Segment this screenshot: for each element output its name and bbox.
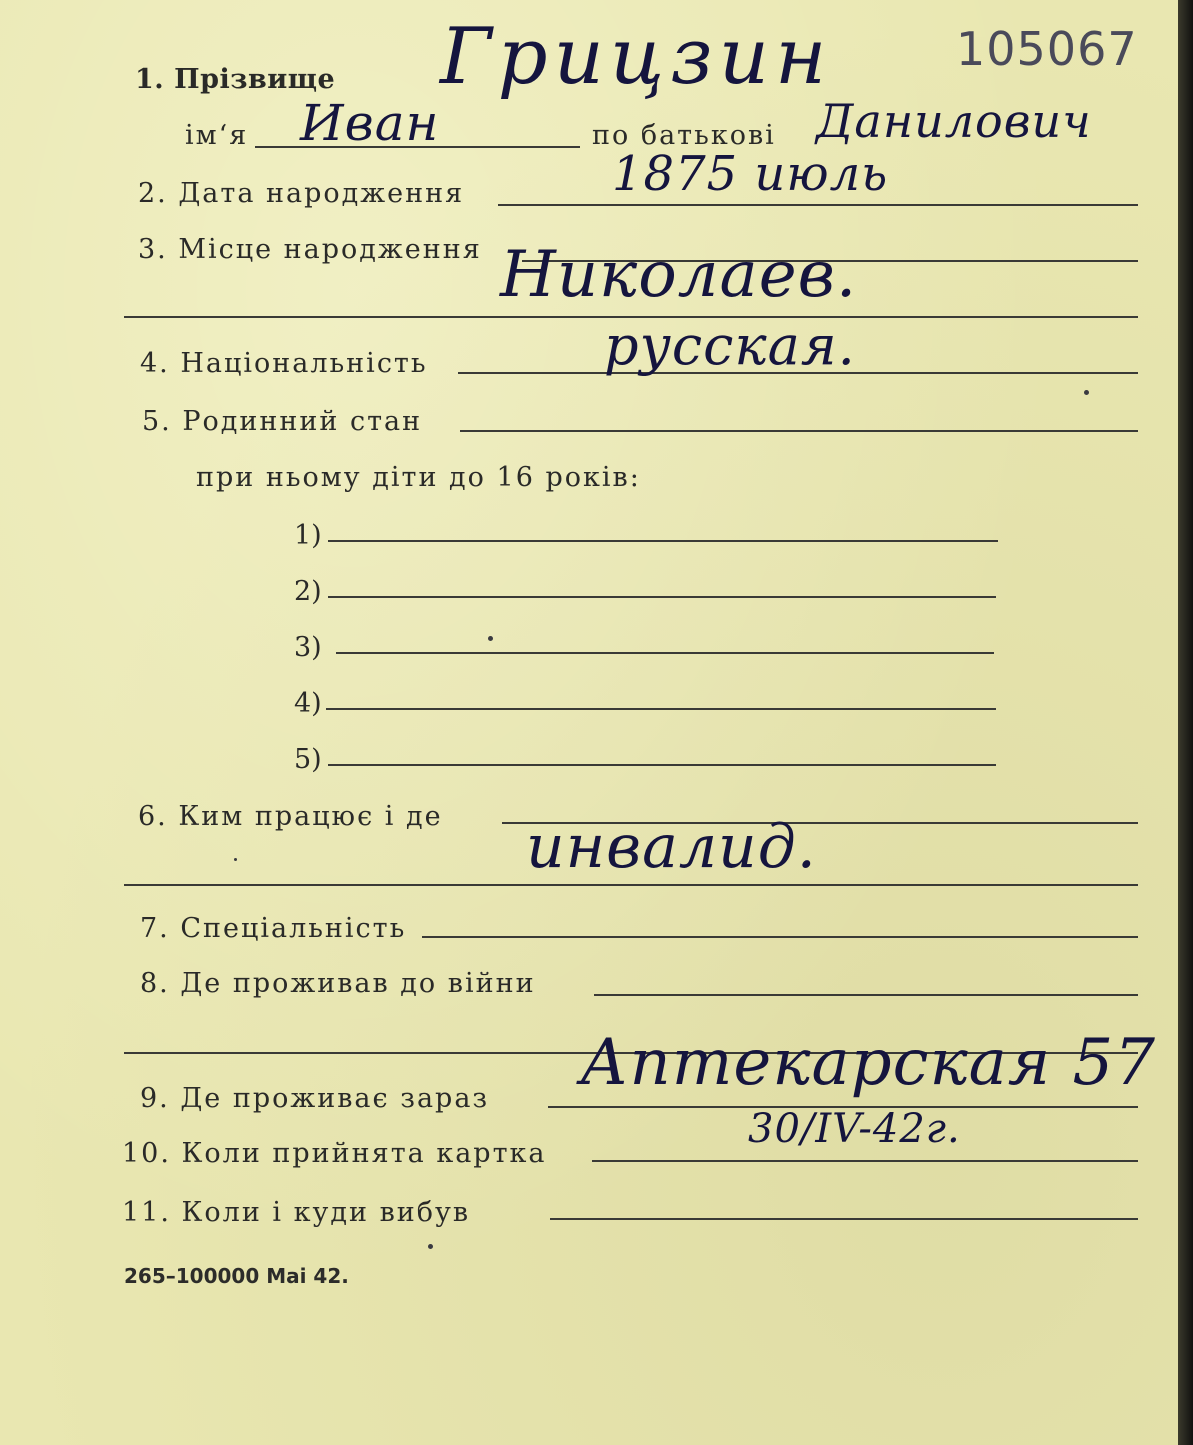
label-children: при ньому діти до 16 років: bbox=[196, 462, 641, 493]
birth-date-line bbox=[498, 204, 1138, 206]
label-departed: 11. Коли і куди вибув bbox=[122, 1197, 471, 1228]
label-birth-date: 2. Дата народження bbox=[138, 178, 465, 209]
paper-speck bbox=[488, 636, 493, 641]
label-birth-place: 3. Місце народження bbox=[138, 234, 482, 265]
label-card-accepted: 10. Коли прийнята картка bbox=[122, 1138, 547, 1169]
child-row-2-label: 2) bbox=[294, 576, 322, 607]
handwritten-birth-date: 1875 июль bbox=[612, 146, 889, 202]
paper-speck bbox=[1084, 390, 1089, 395]
child-line-1 bbox=[328, 540, 998, 542]
paper-speck bbox=[428, 1244, 433, 1249]
label-current-residence: 9. Де проживає зараз bbox=[140, 1083, 490, 1114]
speciality-line bbox=[422, 936, 1138, 938]
label-surname: 1. Прізвище bbox=[135, 64, 336, 95]
child-row-4-label: 4) bbox=[294, 688, 322, 719]
label-patronymic: по батькові bbox=[592, 120, 776, 151]
marital-status-line bbox=[460, 430, 1138, 432]
handwritten-occupation: инвалид. bbox=[526, 812, 817, 882]
handwritten-nationality: русская. bbox=[604, 314, 856, 377]
child-row-1-label: 1) bbox=[294, 520, 322, 551]
label-name: ім‘я bbox=[185, 120, 249, 151]
card-accepted-line bbox=[592, 1160, 1138, 1162]
label-prewar-residence: 8. Де проживав до війни bbox=[140, 968, 536, 999]
child-line-2 bbox=[328, 596, 996, 598]
label-marital-status: 5. Родинний стан bbox=[142, 406, 423, 437]
child-line-4 bbox=[326, 708, 996, 710]
handwritten-card-date: 30/IV-42г. bbox=[748, 1106, 961, 1152]
scan-edge bbox=[1178, 0, 1193, 1445]
child-row-3-label: 3) bbox=[294, 632, 322, 663]
occupation-line-2 bbox=[124, 884, 1138, 886]
child-row-5-label: 5) bbox=[294, 744, 322, 775]
handwritten-name: Иван bbox=[300, 94, 440, 152]
handwritten-current-residence: Аптекарская 57 bbox=[580, 1026, 1156, 1100]
paper-speck bbox=[234, 858, 237, 861]
departed-line bbox=[550, 1218, 1138, 1220]
prewar-residence-line bbox=[594, 994, 1138, 996]
label-speciality: 7. Спеціальність bbox=[140, 913, 407, 944]
handwritten-patronymic: Данилович bbox=[816, 94, 1092, 148]
label-nationality: 4. Національність bbox=[140, 348, 428, 379]
print-run-stamp: 265–100000 Mai 42. bbox=[124, 1264, 349, 1288]
handwritten-card-number: 105067 bbox=[956, 22, 1138, 76]
child-line-5 bbox=[328, 764, 996, 766]
label-occupation: 6. Ким працює і де bbox=[138, 801, 443, 832]
handwritten-surname: Грицзин bbox=[440, 12, 833, 102]
handwritten-birth-place: Николаев. bbox=[500, 238, 858, 312]
child-line-3 bbox=[336, 652, 994, 654]
